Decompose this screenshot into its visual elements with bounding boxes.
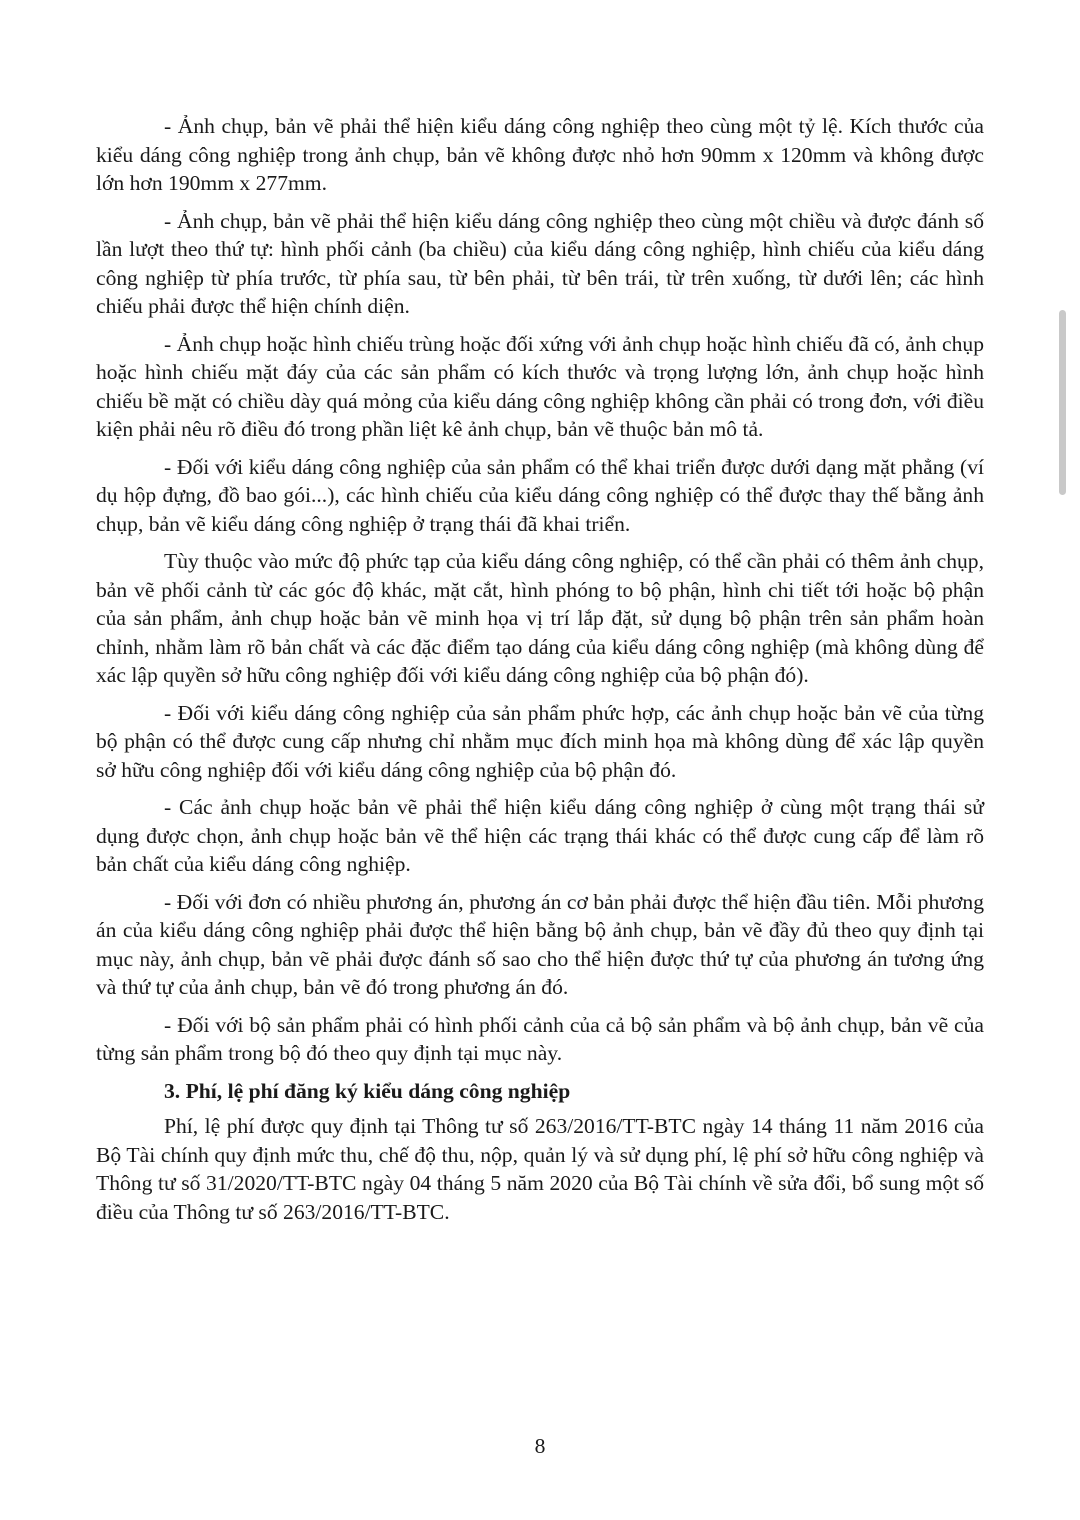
document-body bbox=[96, 112, 984, 1235]
paragraph-fees: Phí, lệ phí được quy định tại Thông tư số 263/2016/TT-BTC ngày 14 tháng 11 năm 2016 của Bộ Tài chính quy định mức thu, chế độ thu, nộp, quản lý và sử dụng phí, lệ phí sở hữu công nghiệp và Thông tư số 31/2020/TT-BTC ngày 04 tháng 5 năm 2020 của Bộ Tài chính về sửa đổi, bổ sung một số điều của Thông tư số 263/2016/TT-BTC. bbox=[96, 1114, 984, 1224]
vertical-scrollbar[interactable] bbox=[1059, 310, 1066, 495]
section-heading-fees: 3. Phí, lệ phí đăng ký kiểu dáng công nghiệp bbox=[164, 1078, 571, 1103]
paragraph-symmetric-views: - Ảnh chụp hoặc hình chiếu trùng hoặc đối xứng với ảnh chụp hoặc hình chiếu đã có, ảnh chụp hoặc hình chiếu mặt đáy của các sản phẩm có kích thước và trọng lượng lớn, ảnh chụp hoặc hình chiếu bề mặt có chiều dày quá mỏng của kiểu dáng công nghiệp không cần phải có trong đơn, với điều kiện phải nêu rõ điều đó trong phần liệt kê ảnh chụp, bản vẽ thuộc bản mô tả. bbox=[96, 331, 984, 441]
paragraph-product-sets: - Đối với bộ sản phẩm phải có hình phối cảnh của cả bộ sản phẩm và bộ ảnh chụp, bản vẽ của từng sản phẩm trong bộ đó theo quy định tại mục này. bbox=[96, 1012, 984, 1065]
paragraph-complex-products: - Đối với kiểu dáng công nghiệp của sản phẩm phức hợp, các ảnh chụp hoặc bản vẽ của từng bộ phận có thể được cung cấp nhưng chỉ nhằm mục đích minh họa mà không dùng để xác lập quyền sở hữu công nghiệp đối với kiểu dáng công nghiệp của bộ phận đó. bbox=[96, 700, 984, 782]
paragraph-unfolded-products: - Đối với kiểu dáng công nghiệp của sản phẩm có thể khai triển được dưới dạng mặt phẳng (ví dụ hộp đựng, đồ bao gói...), các hình chiếu của kiểu dáng công nghiệp có thể được thay thế bằng ảnh chụp, bản vẽ kiểu dáng công nghiệp ở trạng thái đã khai triển. bbox=[96, 454, 984, 536]
paragraph-photo-direction: - Ảnh chụp, bản vẽ phải thể hiện kiểu dáng công nghiệp theo cùng một chiều và được đánh số lần lượt theo thứ tự: hình phối cảnh (ba chiều) của kiểu dáng công nghiệp, hình chiếu của kiểu dáng công nghiệp từ phía trước, từ phía sau, từ bên phải, từ bên trái, từ trên xuống, từ dưới lên; các hình chiếu phải được thể hiện chính diện. bbox=[96, 208, 984, 318]
paragraph-complexity: Tùy thuộc vào mức độ phức tạp của kiểu dáng công nghiệp, có thể cần phải có thêm ảnh chụp, bản vẽ phối cảnh từ các góc độ khác, mặt cắt, hình phóng to bộ phận, hình chi tiết tới hoặc bộ phận của sản phẩm, ảnh chụp hoặc bản vẽ minh họa vị trí lắp đặt, sử dụng bộ phận trên sản phẩm hoàn chỉnh, nhằm làm rõ bản chất và các đặc điểm tạo dáng của kiểu dáng công nghiệp (mà không dùng để xác lập quyền sở hữu công nghiệp đối với kiểu dáng công nghiệp của bộ phận đó). bbox=[96, 549, 984, 687]
page-number: 8 bbox=[534, 1434, 546, 1458]
paragraph-photo-scale: - Ảnh chụp, bản vẽ phải thể hiện kiểu dáng công nghiệp theo cùng một tỷ lệ. Kích thước của kiểu dáng công nghiệp trong ảnh chụp, bản vẽ không được nhỏ hơn 90mm x 120mm và không được lớn hơn 190mm x 277mm. bbox=[96, 114, 984, 195]
paragraph-usage-state: - Các ảnh chụp hoặc bản vẽ phải thể hiện kiểu dáng công nghiệp ở cùng một trạng thái sử dụng được chọn, ảnh chụp hoặc bản vẽ thể hiện các trạng thái khác có thể được cung cấp để làm rõ bản chất của kiểu dáng công nghiệp. bbox=[96, 795, 984, 876]
paragraph-multiple-variants: - Đối với đơn có nhiều phương án, phương án cơ bản phải được thể hiện đầu tiên. Mỗi phương án của kiểu dáng công nghiệp phải được thể hiện bằng bộ ảnh chụp, bản vẽ đầy đủ theo quy định tại mục này, ảnh chụp, bản vẽ phải được đánh số sao cho thể hiện được thứ tự của phương án tương ứng và thứ tự của ảnh chụp, bản vẽ đó trong phương án đó. bbox=[96, 889, 984, 999]
